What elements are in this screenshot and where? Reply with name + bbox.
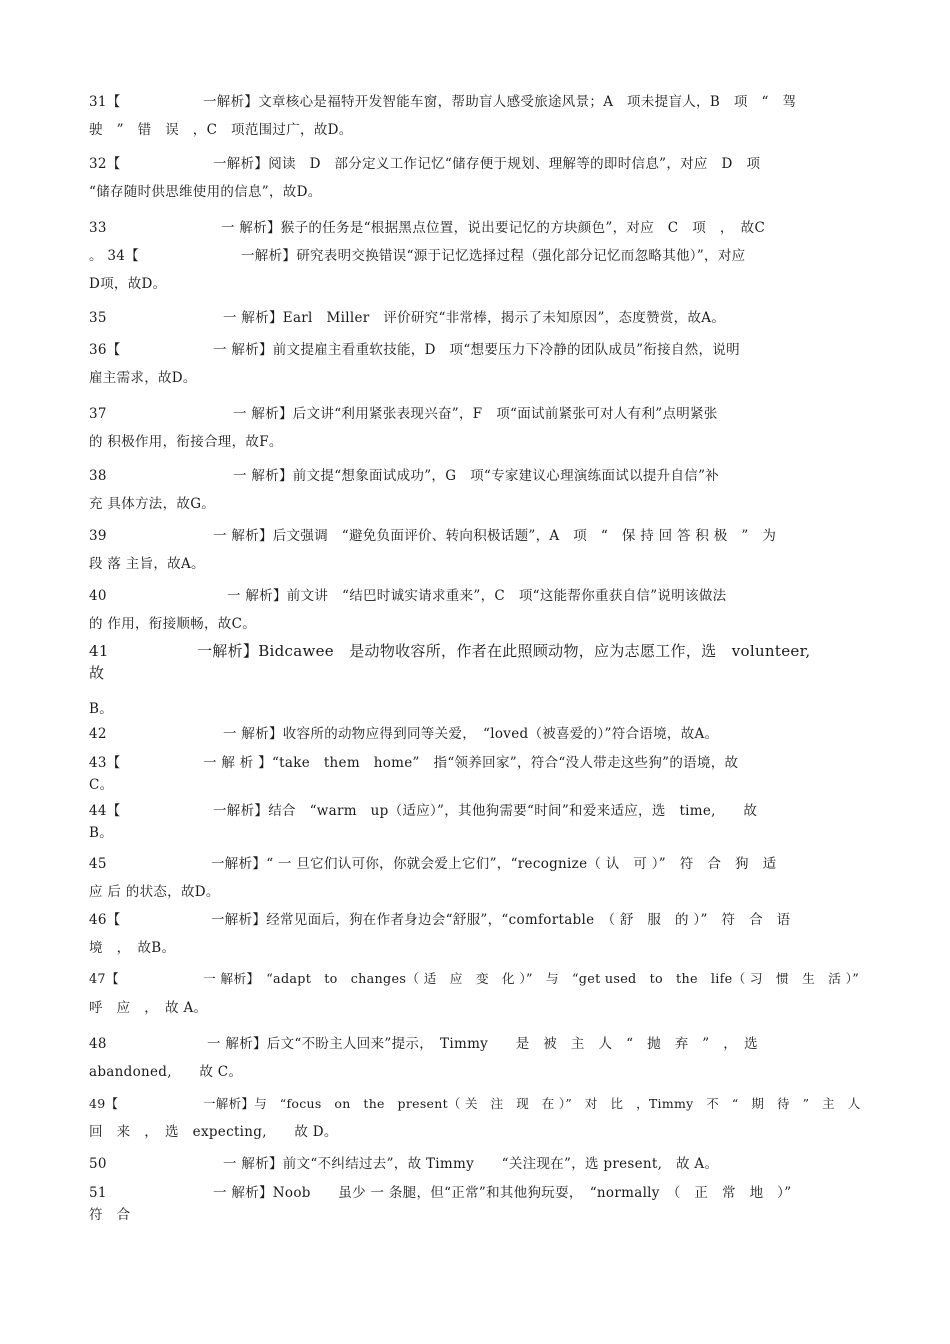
question-number: 40 bbox=[89, 588, 107, 604]
entry-49 bbox=[89, 1090, 861, 1146]
explanation-text: 一 解析】前文“不纠结过去”，故 Timmy “关注现在”，选 present, 故 A。 bbox=[223, 1156, 719, 1172]
question-number: 。 34【 bbox=[89, 248, 139, 264]
explanation-text: 一解析】研究表明交换错误“源于记忆选择过程（强化部分记忆而忽略其他）”，对应 bbox=[241, 248, 746, 264]
entry-48 bbox=[89, 1030, 861, 1086]
entry-41 bbox=[89, 640, 861, 720]
question-number: 35 bbox=[89, 310, 107, 326]
entry-32 bbox=[89, 150, 861, 206]
question-number: 46【 bbox=[89, 912, 121, 928]
question-number: 45 bbox=[89, 856, 107, 872]
explanation-text: “储存随时供思维使用的信息”，故D。 bbox=[89, 184, 322, 200]
explanation-text: 一 解析】前文提雇主看重软技能，D 项“想要压力下冷静的团队成员”衔接自然，说明 bbox=[213, 342, 740, 358]
explanation-text: 一 解 析 】“take them home” 指“领养回家”，符合“没人带走这些狗”的语境，故 bbox=[203, 755, 739, 771]
question-number: 47【 bbox=[89, 972, 119, 987]
entry-33-34 bbox=[89, 214, 861, 298]
entry-51 bbox=[89, 1182, 861, 1226]
question-number: 49【 bbox=[89, 1096, 119, 1111]
explanation-text: 一 解析】Earl Miller 评价研究“非常棒，揭示了未知原因”，态度赞赏，故A。 bbox=[223, 310, 726, 326]
question-number: 32【 bbox=[89, 156, 121, 172]
entry-43 bbox=[89, 752, 861, 796]
question-number: 37 bbox=[89, 406, 107, 422]
question-number: 51 bbox=[89, 1185, 107, 1201]
question-number: 41 bbox=[89, 642, 109, 660]
entry-39 bbox=[89, 522, 861, 578]
explanation-text: 应 后 的状态，故D。 bbox=[89, 884, 220, 900]
explanation-text: 符 合 bbox=[89, 1207, 131, 1223]
explanation-text: 一 解析】后文讲“利用紧张表现兴奋”，F 项“面试前紧张可对人有利”点明紧张 bbox=[233, 406, 718, 422]
explanation-text: B。 bbox=[89, 701, 114, 717]
explanation-text: 的 作用，衔接顺畅，故C。 bbox=[89, 616, 257, 632]
entry-47 bbox=[89, 966, 861, 1022]
question-number: 33 bbox=[89, 220, 107, 236]
explanation-text: 一解析】“ 一 旦它们认可你，你就会爱上它们”，“recognize（ 认 可 ）” 符 合 狗 适 bbox=[211, 856, 777, 872]
explanation-text: B。 bbox=[89, 825, 114, 841]
explanation-text: 的 积极作用，衔接合理，故F。 bbox=[89, 434, 283, 450]
explanation-text: 驶 ” 错 误 ，C 项范围过广，故D。 bbox=[89, 122, 353, 138]
entry-44 bbox=[89, 800, 861, 844]
explanation-text: 境 ， 故B。 bbox=[89, 940, 176, 956]
question-number: 42 bbox=[89, 726, 107, 742]
explanation-text: 一解析】Bidcawee 是动物收容所，作者在此照顾动物，应为志愿工作，选 volunteer, bbox=[197, 642, 811, 660]
question-number: 31【 bbox=[89, 94, 121, 110]
entry-38 bbox=[89, 462, 861, 518]
question-number: 36【 bbox=[89, 342, 121, 358]
explanation-text: 一解析】文章核心是福特开发智能车窗，帮助盲人感受旅途风景；A 项未提盲人，B 项 “ 驾 bbox=[203, 94, 797, 110]
explanation-text: 一 解析】Noob 虽少 一 条腿，但“正常”和其他狗玩耍， “normally （ 正 常 地 ）” bbox=[213, 1185, 792, 1201]
explanation-text: 一 解析】收容所的动物应得到同等关爱， “loved（被喜爱的）”符合语境，故A。 bbox=[223, 726, 719, 742]
entry-40 bbox=[89, 582, 861, 638]
explanation-text: 一 解析】后文强调 “避免负面评价、转向积极话题”，A 项 “ 保 持 回 答 积 极 ” 为 bbox=[213, 528, 777, 544]
explanation-text: 故 bbox=[89, 664, 105, 682]
question-number: 38 bbox=[89, 468, 107, 484]
explanation-text: abandoned, 故 C。 bbox=[89, 1064, 243, 1080]
explanation-text: 一解析】结合 “warm up（适应）”，其他狗需要“时间”和爱来适应，选 time, 故 bbox=[213, 803, 758, 819]
question-number: 43【 bbox=[89, 755, 121, 771]
entry-37 bbox=[89, 400, 861, 456]
explanation-text: 一 解析】前文提“想象面试成功”，G 项“专家建议心理演练面试以提升自信”补 bbox=[233, 468, 720, 484]
explanation-text: 呼 应 ， 故 A。 bbox=[89, 1000, 208, 1016]
explanation-text: 一解析】阅读 D 部分定义工作记忆“储存便于规划、理解等的即时信息”，对应 D 项 bbox=[213, 156, 761, 172]
explanation-text: 一 解析】前文讲 “结巴时诚实请求重来”，C 项“这能帮你重获自信”说明该做法 bbox=[227, 588, 727, 604]
explanation-text: C。 bbox=[89, 777, 114, 793]
explanation-text: 回 来 ， 选 expecting, 故 D。 bbox=[89, 1124, 338, 1140]
question-number: 44【 bbox=[89, 803, 121, 819]
entry-46 bbox=[89, 906, 861, 962]
explanation-text: 一解析】与 “focus on the present（ 关 注 现 在 ）” 对 比 ，Timmy 不 “ 期 待 ” 主 人 bbox=[203, 1096, 861, 1111]
explanation-text: 一 解析】猴子的任务是“根据黑点位置，说出要记忆的方块颜色”，对应 C 项 ， 故C bbox=[221, 220, 766, 236]
explanation-text: 一解析】经常见面后，狗在作者身边会“舒服”，“comfortable （ 舒 服 的 ）” 符 合 语 bbox=[211, 912, 791, 928]
question-number: 39 bbox=[89, 528, 107, 544]
explanation-text: 一 解析】后文“不盼主人回来”提示， Timmy 是 被 主 人 “ 抛 弃 ” ， 选 bbox=[207, 1036, 758, 1052]
explanation-text: 段 落 主旨，故A。 bbox=[89, 556, 205, 572]
entry-42 bbox=[89, 720, 861, 748]
question-number: 48 bbox=[89, 1036, 107, 1052]
entry-45 bbox=[89, 850, 861, 906]
explanation-text: D项，故D。 bbox=[89, 276, 167, 292]
question-number: 50 bbox=[89, 1156, 107, 1172]
explanation-text: 一 解析】 “adapt to changes（ 适 应 变 化 ）” 与 “get used to the life（ 习 惯 生 活 ）” bbox=[203, 972, 860, 987]
entry-36 bbox=[89, 336, 861, 392]
entry-35 bbox=[89, 304, 861, 332]
explanation-text: 雇主需求，故D。 bbox=[89, 370, 197, 386]
entry-31 bbox=[89, 88, 861, 144]
entry-50 bbox=[89, 1150, 861, 1178]
explanation-text: 充 具体方法，故G。 bbox=[89, 496, 216, 512]
